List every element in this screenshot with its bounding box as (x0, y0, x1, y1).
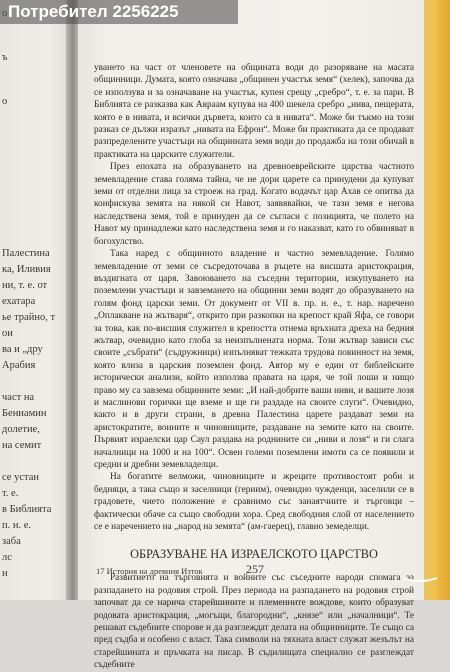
margin-fragment: долетие, (2, 424, 40, 435)
watermark-logo (398, 560, 442, 590)
footer-signature: 17 История на древния Изток (96, 566, 203, 576)
page-number: 257 (246, 562, 264, 576)
page-footer (96, 562, 412, 578)
section-heading: ОБРАЗУВАНЕ НА ИЗРАЕЛСКОТО ЦАРСТВО (130, 547, 378, 562)
margin-fragment: ье трайно, т (2, 312, 56, 323)
margin-fragment: ехатара (2, 296, 36, 307)
margin-fragment: част на (2, 392, 35, 403)
margin-fragment: Палестина (2, 248, 50, 259)
margin-fragment: се устан (2, 472, 39, 483)
margin-fragment: ои (2, 328, 13, 339)
margin-fragment: о (2, 96, 8, 107)
margin-fragment: заба (2, 536, 21, 547)
paragraph: Така наред с общинното владение и частно земевладение. Голямо земевладение от земи се съсредоточава в ръцете на висшата аристокрация, въздигната от царя. Завоюването на съседни територии, изкупуването на поземлени участъци и завземането на общинни земи водят до образуването на голям фонд царски земи. От документ от VII в. пр. н. е., т. нар. наречено „Оплакване на жътваря“, открито при разкопки на крепост край Яфа, се говори за това, как по-висшия служител в крепостта отнема връхната дреха на бедния жътвар, очевидно като глоба за неизпълнената норма. Този жътвар зависи със своите „събрати“ (съдружници) изпълняват тежката трудова повинност на земя, която влиза в царския поземлен фонд. Автор му е един от библейските исторически анализи, който използва правата на царя, че той лоши и нищо право му са завзема общинните земи: „И най-добрите ваши ниви, и вашите лозя и маслинови горички ще вземе и ще ги раздаде на своите слуги“. Очевидно, както и в други страни, в древна Палестина царете раздават земи на аристократите, воините и чиновниците, раздаване на земите като на своите. Първият израелски цар Саул раздава на роднините си „ниви и лозя“ и ги слага началници на 1000 и на 100“. Освен големи поземлени имоти са се появили и средни и дребни земевладелци. (94, 249, 414, 470)
paragraph: уването на част от членовете на общината води до разоряване на масата общинници. Думата, която означава „общинен участък земя“ (хелек), започва да се използува и за означаване на участък, купен срещу „сребро“, т. е. за пари. В Библията се разказва как Авраам купува на 400 шекела сребро „нива, пещерата, която е в нивата, и всички дървета, които са в нивата“. Може би тъкмо на този разказ се дължи изразът „нивата на Ефрон“. Може би практиката да се продават разпределените участъци на общинната земя води до продажба на този обичай в практиката на царските служители. (94, 63, 414, 160)
paragraph: Развитието на търговията и войните със съседните народи спомага за разпадането на родовия строй. През периода на разпадането на родовия строй започват да се нарича старейшините и племенните вождове, които образуват родовата аристокрация, „могъщи, благородни“, „князе“ или „началници“. Те решават съдебните спорове и да разглеждат делата на общинниците. Те също са пред съдба и особено с власт. Така символи на тяхната власт служат жезълът на старейшината и пръчката на писар. В съдилищата специално се разглеждат съдебните (94, 573, 414, 671)
margin-fragment: ва и „дру (2, 344, 43, 355)
margin-fragment: Бениамин (2, 408, 47, 419)
book-cover-edge (424, 0, 450, 600)
facing-page-edge (0, 0, 72, 600)
page-body-text (94, 62, 414, 672)
margin-fragment: н (2, 568, 8, 579)
margin-fragment: т. е. (2, 488, 19, 499)
margin-fragment: в Библията (2, 504, 52, 515)
watermark-logo-icon (401, 568, 439, 582)
paragraph: На богатите велможи, чиновниците и жреците противостоят роби и бедняци, а така също и заселници (гериим), очевидно чужденци, заселили се в градовете, чието положение е сравнимо със занаятчиите и търговци – фактически обаче са също свободни хора. Сред свободния слой от населението се е наречението на „народ на земята“ (ам-гаерец), главно земеделци. (94, 472, 414, 533)
margin-fragment: Арабия (2, 360, 36, 371)
margin-fragment: ъ (2, 52, 8, 63)
margin-fragment: лс (2, 552, 12, 563)
margin-fragment: ни, т. е. от (2, 280, 48, 291)
paragraph: През епохата на образуването на древноеврейските царства частното земевладение става голяма тайна, че не дори царете са принудени да купуват земи от отделни лица за строеж на град. Когато водачът цар Ахав се опитва да конфискува земята на някой си Навот, заявявайки, че тази земя е негова наследствена земя, той е принуден да се съгласи с позицията, че полето на Навот му принадлежи като наследствена земя и го наказват, като го обвиняват в богохулство. (94, 162, 414, 247)
seller-banner: Потребител 2256225 (0, 0, 238, 24)
margin-fragment: п. н. е. (2, 520, 32, 531)
margin-fragment: ка, Иливия (2, 264, 51, 275)
margin-fragment: на семит (2, 440, 42, 451)
